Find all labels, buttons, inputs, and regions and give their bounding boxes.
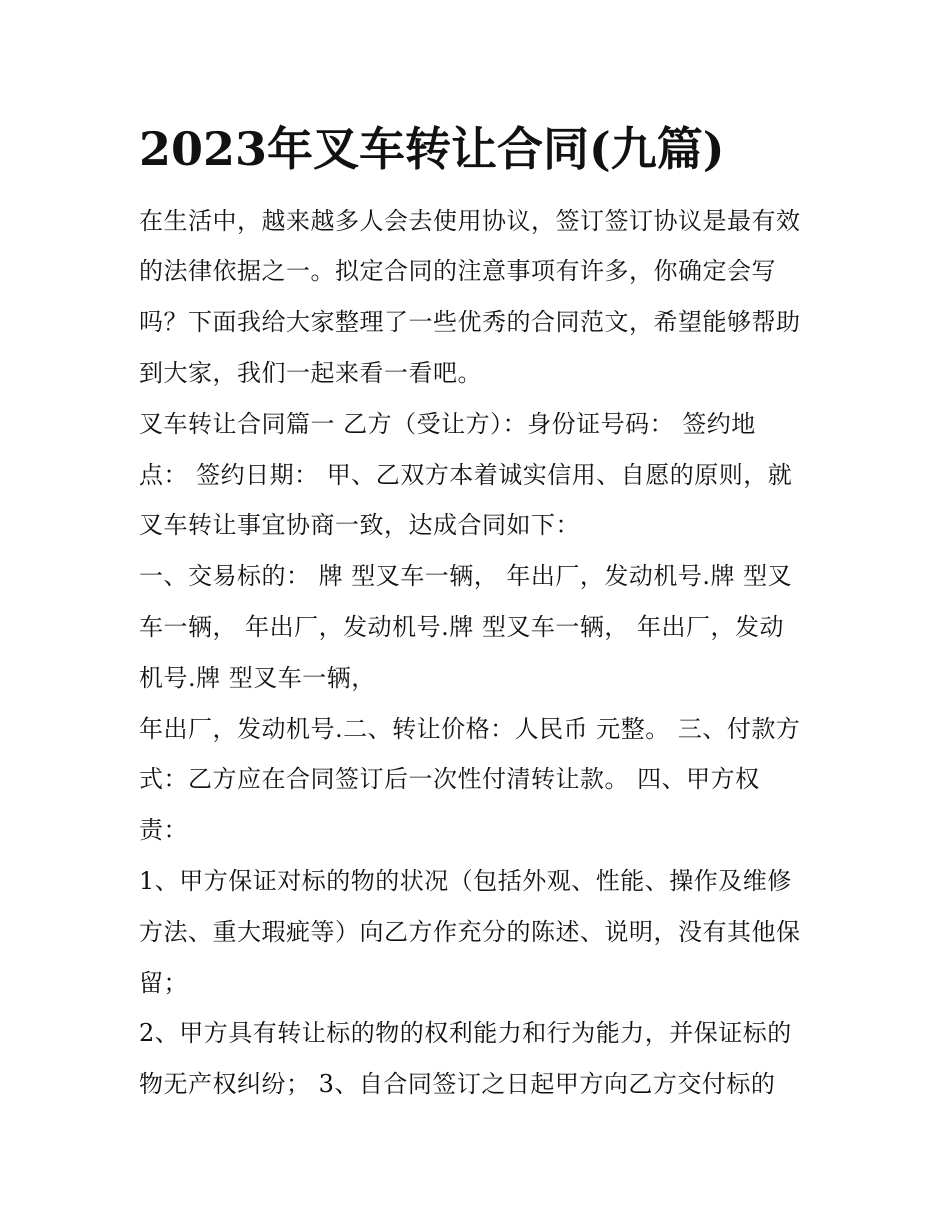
- body-line: 点： 签约日期： 甲、乙双方本着诚实信用、自愿的原则，就: [139, 461, 793, 489]
- body-line: 一、交易标的： 牌 型叉车一辆， 年出厂，发动机号.牌 型叉: [139, 562, 793, 590]
- body-line: 留；: [139, 969, 188, 997]
- body-line: 物无产权纠纷； 3、自合同签订之日起甲方向乙方交付标的: [139, 1070, 776, 1098]
- body-line: 1、甲方保证对标的物的状况（包括外观、性能、操作及维修: [139, 867, 792, 895]
- body-line: 责：: [139, 816, 188, 844]
- body-line: 在生活中，越来越多人会去使用协议，签订签订协议是最有效: [139, 207, 801, 235]
- body-line: 叉车转让事宜协商一致，达成合同如下：: [139, 511, 580, 539]
- body-line: 的法律依据之一。拟定合同的注意事项有许多，你确定会写: [139, 257, 776, 285]
- body-line: 2、甲方具有转让标的物的权利能力和行为能力，并保证标的: [139, 1019, 792, 1047]
- body-line: 到大家，我们一起来看一看吧。: [139, 359, 482, 387]
- body-line: 机号.牌 型叉车一辆，: [139, 664, 376, 692]
- body-line: 车一辆， 年出厂，发动机号.牌 型叉车一辆， 年出厂，发动: [139, 613, 785, 641]
- body-line: 式：乙方应在合同签订后一次性付清转让款。 四、甲方权: [139, 765, 760, 793]
- body-line: 吗？下面我给大家整理了一些优秀的合同范文，希望能够帮助: [139, 308, 801, 336]
- body-line: 年出厂，发动机号.二、转让价格：人民币 元整。 三、付款方: [139, 715, 801, 743]
- body-line: 叉车转让合同篇一 乙方（受让方）：身份证号码： 签约地: [139, 410, 756, 438]
- body-line: 方法、重大瑕疵等）向乙方作充分的陈述、说明，没有其他保: [139, 918, 801, 946]
- document-title: 2023年叉车转让合同(九篇): [139, 122, 725, 176]
